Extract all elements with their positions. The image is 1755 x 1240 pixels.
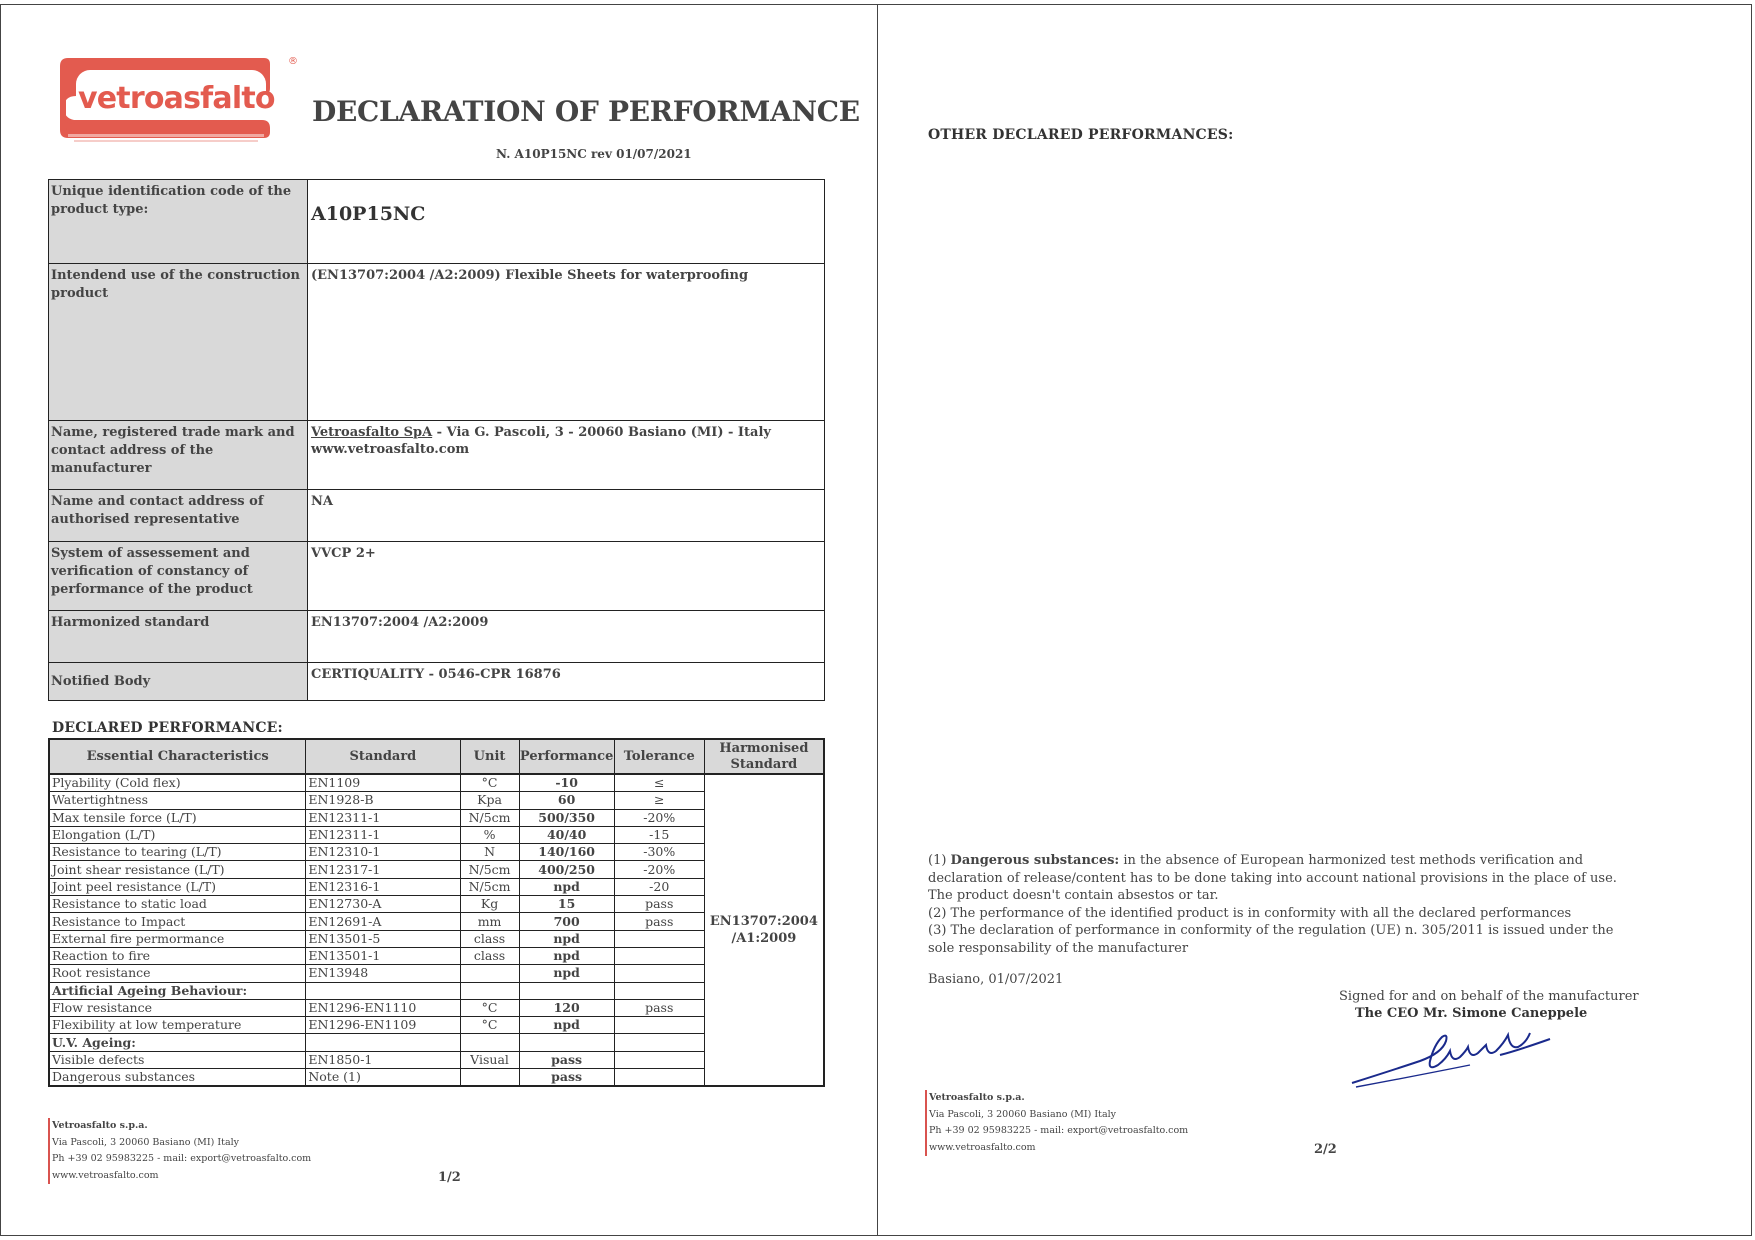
note-1-text: in the absence of European harmonized test methods verification and declaration of release/content has to be done taking into account national provisions in the place of use. The product doesn't contain absestos or tar. <box>928 853 1617 903</box>
manufacturer-web: www.vetroasfalto.com <box>311 442 470 457</box>
characteristic-cell: Root resistance <box>49 965 306 982</box>
vetroasfalto-logo <box>58 52 302 148</box>
table-row <box>49 542 825 611</box>
performance-cell: 120 <box>519 999 614 1016</box>
standard-cell <box>306 1034 460 1051</box>
standard-cell: EN1296-EN1110 <box>306 999 460 1016</box>
tolerance-cell: -20% <box>614 809 704 826</box>
product-code: A10P15NC <box>311 203 426 225</box>
note-2: (2) The performance of the identified product is in conformity with all the declared performances <box>928 905 1572 921</box>
performance-cell: 500/350 <box>519 809 614 826</box>
characteristic-cell: U.V. Ageing: <box>49 1034 306 1051</box>
standard-cell: EN1850-1 <box>306 1051 460 1068</box>
footer-left <box>48 1118 311 1184</box>
page-number-2: 2/2 <box>1314 1142 1337 1157</box>
standard-cell: EN12691-A <box>306 913 460 930</box>
characteristic-cell: External fire permormance <box>49 930 306 947</box>
table-header-row <box>49 739 824 774</box>
place-date: Basiano, 01/07/2021 <box>928 972 1064 987</box>
tolerance-cell: pass <box>614 913 704 930</box>
performance-cell: 60 <box>519 792 614 809</box>
performance-cell: 15 <box>519 896 614 913</box>
performance-cell: npd <box>519 930 614 947</box>
unit-cell: °C <box>460 999 519 1016</box>
standard-cell: EN1296-EN1109 <box>306 1017 460 1034</box>
characteristic-cell: Artificial Ageing Behaviour: <box>49 982 306 999</box>
standard-cell: Note (1) <box>306 1069 460 1087</box>
declared-performance-title: DECLARED PERFORMANCE: <box>52 720 283 736</box>
performance-cell <box>519 1034 614 1051</box>
ceo-name: The CEO Mr. Simone Caneppele <box>1355 1006 1588 1021</box>
performance-cell: 700 <box>519 913 614 930</box>
tolerance-cell: -15 <box>614 826 704 843</box>
table-row <box>49 774 824 792</box>
note-1-heading: Dangerous substances: <box>950 853 1120 868</box>
tolerance-cell <box>614 1051 704 1068</box>
tolerance-cell <box>614 1069 704 1087</box>
tolerance-cell <box>614 1034 704 1051</box>
unit-cell <box>460 1069 519 1087</box>
unit-cell: class <box>460 947 519 964</box>
code-cell <box>308 180 825 264</box>
signed-on-behalf: Signed for and on behalf of the manufacturer <box>1339 989 1639 1004</box>
characteristic-cell: Reaction to fire <box>49 947 306 964</box>
unit-cell: °C <box>460 774 519 792</box>
performance-rows <box>49 774 824 1086</box>
unit-cell: mm <box>460 913 519 930</box>
unit-cell: Visual <box>460 1051 519 1068</box>
unit-cell: N <box>460 844 519 861</box>
header-characteristic: Essential Characteristics <box>49 739 306 774</box>
standard-value: EN13707:2004 /A2:2009 <box>308 611 825 663</box>
unit-cell: N/5cm <box>460 809 519 826</box>
registered-mark: ® <box>288 56 298 67</box>
header-standard: Standard <box>306 739 460 774</box>
standard-cell: EN12316-1 <box>306 878 460 895</box>
table-row <box>49 421 825 490</box>
characteristic-cell: Flexibility at low temperature <box>49 1017 306 1034</box>
performance-cell: 400/250 <box>519 861 614 878</box>
notes <box>928 852 1628 957</box>
tolerance-cell <box>614 947 704 964</box>
table-row <box>49 611 825 663</box>
header-harmonised: Harmonised Standard <box>704 739 824 774</box>
system-label: System of assessement and verification of constancy of performance of the product <box>49 542 308 611</box>
footer-address: Via Pascoli, 3 20060 Basiano (MI) Italy <box>52 1136 240 1148</box>
footer-phone: Ph +39 02 95983225 - mail: export@vetroasfalto.com <box>929 1125 1189 1136</box>
representative-value: NA <box>308 490 825 542</box>
performance-cell: pass <box>519 1051 614 1068</box>
standard-cell: EN13501-1 <box>306 947 460 964</box>
note-1-number: (1) <box>928 853 951 868</box>
footer-address: Via Pascoli, 3 20060 Basiano (MI) Italy <box>929 1108 1117 1120</box>
use-value: (EN13707:2004 /A2:2009) Flexible Sheets for waterproofing <box>308 264 825 421</box>
standard-cell <box>306 982 460 999</box>
characteristic-cell: Dangerous substances <box>49 1069 306 1087</box>
header-tolerance: Tolerance <box>614 739 704 774</box>
tolerance-cell: ≥ <box>614 792 704 809</box>
characteristic-cell: Elongation (L/T) <box>49 826 306 843</box>
characteristic-cell: Max tensile force (L/T) <box>49 809 306 826</box>
tolerance-cell <box>614 965 704 982</box>
page-number-1: 1/2 <box>438 1170 461 1185</box>
characteristic-cell: Plyability (Cold flex) <box>49 774 306 792</box>
notified-body-value: CERTIQUALITY - 0546-CPR 16876 <box>308 663 825 701</box>
unit-cell: N/5cm <box>460 878 519 895</box>
product-info-table <box>48 179 825 701</box>
use-label: Intendend use of the construction product <box>49 264 308 421</box>
table-row <box>49 264 825 421</box>
performance-cell: npd <box>519 878 614 895</box>
characteristic-cell: Resistance to tearing (L/T) <box>49 844 306 861</box>
manufacturer-label: Name, registered trade mark and contact address of the manufacturer <box>49 421 308 490</box>
tolerance-cell: ≤ <box>614 774 704 792</box>
document-title: DECLARATION OF PERFORMANCE <box>312 95 860 128</box>
table-row <box>49 180 825 264</box>
document-number: N. A10P15NC rev 01/07/2021 <box>496 147 692 161</box>
unit-cell: class <box>460 930 519 947</box>
logo-text: vetroasfalto <box>78 81 275 116</box>
tolerance-cell: -30% <box>614 844 704 861</box>
unit-cell: Kg <box>460 896 519 913</box>
tolerance-cell <box>614 982 704 999</box>
footer-phone: Ph +39 02 95983225 - mail: export@vetroasfalto.com <box>52 1153 312 1164</box>
characteristic-cell: Joint peel resistance (L/T) <box>49 878 306 895</box>
declared-performance-table <box>48 738 825 1087</box>
standard-cell: EN12310-1 <box>306 844 460 861</box>
table-row <box>49 663 825 701</box>
performance-cell: npd <box>519 1017 614 1034</box>
footer-company: Vetroasfalto s.p.a. <box>929 1092 1025 1103</box>
note-3: (3) The declaration of performance in conformity of the regulation (UE) n. 305/2011 is issued under the sole responsability of the manufacturer <box>928 923 1614 956</box>
characteristic-cell: Resistance to static load <box>49 896 306 913</box>
tolerance-cell <box>614 1017 704 1034</box>
characteristic-cell: Resistance to Impact <box>49 913 306 930</box>
unit-cell <box>460 1034 519 1051</box>
standard-cell: EN1109 <box>306 774 460 792</box>
manufacturer-address: - Via G. Pascoli, 3 - 20060 Basiano (MI) - Italy <box>432 425 771 440</box>
footer-web: www.vetroasfalto.com <box>52 1169 159 1181</box>
unit-cell <box>460 982 519 999</box>
performance-cell: 40/40 <box>519 826 614 843</box>
standard-cell: EN12311-1 <box>306 826 460 843</box>
header-performance: Performance <box>519 739 614 774</box>
page-divider <box>877 4 878 1236</box>
notified-body-label: Notified Body <box>49 663 308 701</box>
unit-cell: % <box>460 826 519 843</box>
manufacturer-cell <box>308 421 825 490</box>
header-unit: Unit <box>460 739 519 774</box>
performance-cell: npd <box>519 947 614 964</box>
tolerance-cell: -20 <box>614 878 704 895</box>
manufacturer-name: Vetroasfalto SpA <box>311 425 433 440</box>
tolerance-cell <box>614 930 704 947</box>
performance-cell <box>519 982 614 999</box>
note-1 <box>928 852 1628 905</box>
footer-company: Vetroasfalto s.p.a. <box>52 1120 148 1131</box>
standard-cell: EN13948 <box>306 965 460 982</box>
system-value: VVCP 2+ <box>308 542 825 611</box>
unit-cell <box>460 965 519 982</box>
tolerance-cell: pass <box>614 896 704 913</box>
unit-cell: °C <box>460 1017 519 1034</box>
footer-right <box>925 1090 1188 1156</box>
other-performances-title: OTHER DECLARED PERFORMANCES: <box>928 127 1234 143</box>
performance-cell: -10 <box>519 774 614 792</box>
footer-web: www.vetroasfalto.com <box>929 1141 1036 1153</box>
characteristic-cell: Visible defects <box>49 1051 306 1068</box>
harmonised-standard-cell: EN13707:2004 /A1:2009 <box>704 774 824 1086</box>
performance-cell: pass <box>519 1069 614 1087</box>
standard-cell: EN13501-5 <box>306 930 460 947</box>
standard-cell: EN12730-A <box>306 896 460 913</box>
unit-cell: Kpa <box>460 792 519 809</box>
performance-cell: 140/160 <box>519 844 614 861</box>
tolerance-cell: pass <box>614 999 704 1016</box>
characteristic-cell: Flow resistance <box>49 999 306 1016</box>
table-row <box>49 490 825 542</box>
characteristic-cell: Joint shear resistance (L/T) <box>49 861 306 878</box>
standard-cell: EN12311-1 <box>306 809 460 826</box>
unit-cell: N/5cm <box>460 861 519 878</box>
ceo-signature <box>1350 1027 1560 1089</box>
standard-label: Harmonized standard <box>49 611 308 663</box>
standard-cell: EN12317-1 <box>306 861 460 878</box>
tolerance-cell: -20% <box>614 861 704 878</box>
representative-label: Name and contact address of authorised representative <box>49 490 308 542</box>
code-label: Unique identification code of the product type: <box>49 180 308 264</box>
performance-cell: npd <box>519 965 614 982</box>
characteristic-cell: Watertightness <box>49 792 306 809</box>
standard-cell: EN1928-B <box>306 792 460 809</box>
